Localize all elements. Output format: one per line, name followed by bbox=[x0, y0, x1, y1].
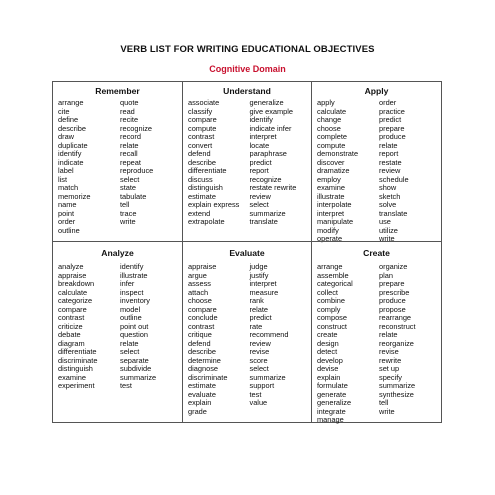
verb-item: predict bbox=[249, 157, 272, 167]
verb-item: differentiate bbox=[58, 347, 97, 356]
verb-item: describe bbox=[58, 123, 86, 133]
verb-item: summarize bbox=[379, 381, 416, 390]
verb-item: prepare bbox=[379, 279, 405, 288]
verb-item: compute bbox=[317, 140, 346, 150]
verb-item: relate bbox=[120, 140, 139, 150]
verb-item: tell bbox=[120, 200, 130, 209]
verb-item: manage bbox=[317, 415, 344, 424]
category-cell-evaluate bbox=[182, 241, 311, 422]
verb-item: model bbox=[120, 304, 141, 314]
verb-item: relate bbox=[120, 338, 139, 348]
verb-item: draw bbox=[58, 132, 75, 141]
verb-item: change bbox=[317, 115, 342, 124]
verb-item: dramatize bbox=[317, 166, 350, 175]
verb-item: summarize bbox=[249, 208, 286, 218]
verb-item: diagram bbox=[58, 338, 85, 348]
verb-item: arrange bbox=[317, 262, 343, 271]
verb-item: review bbox=[249, 191, 271, 201]
verb-item: argue bbox=[188, 270, 207, 280]
verb-item: generalize bbox=[317, 398, 352, 407]
verb-item: support bbox=[249, 381, 275, 390]
verb-item: identify bbox=[58, 149, 82, 158]
verb-item: review bbox=[249, 338, 271, 348]
verb-item: generate bbox=[317, 389, 347, 399]
verb-item: explain bbox=[317, 372, 341, 382]
category-header: Remember bbox=[95, 86, 140, 96]
verb-item: defend bbox=[188, 338, 211, 348]
verb-column bbox=[120, 263, 182, 391]
verb-item: analyze bbox=[58, 262, 84, 271]
category-header: Evaluate bbox=[229, 248, 265, 258]
verb-item: contrast bbox=[188, 132, 215, 141]
verb-item: determine bbox=[188, 355, 221, 365]
category-header: Analyze bbox=[101, 248, 134, 258]
verb-item: utilize bbox=[379, 225, 398, 235]
verb-item: select bbox=[249, 364, 269, 373]
verb-item: extrapolate bbox=[188, 217, 225, 226]
verb-item: demonstrate bbox=[317, 149, 359, 158]
verb-item: create bbox=[317, 330, 338, 339]
verb-item: order bbox=[58, 217, 76, 226]
verb-item: read bbox=[120, 106, 135, 116]
verb-column bbox=[188, 263, 250, 416]
verb-item: trace bbox=[120, 208, 137, 218]
verb-item: rank bbox=[249, 296, 264, 305]
verb-item: explain express bbox=[188, 200, 240, 209]
verb-item: infer bbox=[120, 279, 135, 288]
verb-item: value bbox=[249, 398, 268, 407]
verb-item: interpret bbox=[317, 208, 345, 218]
verb-column bbox=[250, 263, 312, 416]
verb-item: compare bbox=[58, 304, 87, 314]
verb-item: interpret bbox=[249, 279, 277, 288]
verb-item: evaluate bbox=[188, 389, 216, 399]
verb-item: rearrange bbox=[379, 313, 412, 322]
verb-item: estimate bbox=[188, 191, 216, 201]
verb-item: predict bbox=[249, 313, 272, 322]
verb-item: relate bbox=[249, 304, 268, 314]
verb-item: report bbox=[379, 149, 399, 158]
verb-item: examine bbox=[317, 183, 345, 192]
category-cell-analyze bbox=[53, 241, 182, 422]
verb-item: justify bbox=[249, 270, 269, 280]
verb-column bbox=[317, 99, 379, 244]
verb-item: criticize bbox=[58, 321, 83, 331]
verb-item: recognize bbox=[120, 123, 153, 133]
verb-item: locate bbox=[249, 140, 270, 150]
category-header: Understand bbox=[223, 86, 271, 96]
verb-item: give example bbox=[249, 106, 294, 116]
verb-item: assemble bbox=[317, 270, 349, 280]
verb-item: combine bbox=[317, 296, 345, 305]
verb-item: devise bbox=[317, 364, 339, 373]
verb-item: categorical bbox=[317, 279, 353, 288]
verb-table bbox=[52, 81, 442, 423]
verb-item: score bbox=[249, 355, 268, 365]
verb-item: explain bbox=[188, 398, 212, 407]
verb-item: detect bbox=[317, 347, 338, 356]
verb-item: debate bbox=[58, 330, 81, 339]
verb-item: comply bbox=[317, 304, 341, 314]
verb-item: reproduce bbox=[120, 166, 154, 175]
verb-item: identify bbox=[120, 262, 144, 271]
verb-item: match bbox=[58, 183, 79, 192]
verb-item: arrange bbox=[58, 98, 84, 107]
verb-item: appraise bbox=[58, 270, 87, 280]
verb-item: select bbox=[249, 200, 269, 209]
category-header: Apply bbox=[364, 86, 389, 96]
verb-item: subdivide bbox=[120, 364, 152, 373]
category-header: Create bbox=[363, 248, 390, 258]
verb-item: produce bbox=[379, 296, 406, 305]
verb-item: question bbox=[120, 330, 148, 339]
verb-item: set up bbox=[379, 364, 400, 373]
verb-item: recite bbox=[120, 115, 139, 124]
verb-item: contrast bbox=[188, 321, 215, 331]
verb-item: distinguish bbox=[188, 183, 223, 192]
verb-item: inventory bbox=[120, 296, 150, 305]
verb-item: summarize bbox=[120, 372, 157, 382]
verb-item: recall bbox=[120, 149, 138, 158]
verb-item: list bbox=[58, 174, 68, 184]
verb-item: discriminate bbox=[58, 355, 98, 365]
verb-item: classify bbox=[188, 106, 213, 116]
verb-item: categorize bbox=[58, 296, 93, 305]
verb-item: use bbox=[379, 217, 391, 226]
verb-item: estimate bbox=[188, 381, 216, 390]
verb-item: cite bbox=[58, 106, 70, 116]
verb-item: write bbox=[379, 406, 395, 416]
verb-item: assess bbox=[188, 279, 212, 288]
verb-item: restate bbox=[379, 157, 402, 167]
verb-item: integrate bbox=[317, 406, 346, 416]
verb-item: conclude bbox=[188, 313, 218, 322]
verb-item: outline bbox=[120, 313, 142, 322]
verb-item: point bbox=[58, 208, 75, 218]
verb-item: discover bbox=[317, 157, 345, 167]
verb-item: manipulate bbox=[317, 217, 354, 226]
verb-item: translate bbox=[379, 208, 408, 218]
verb-item: differentiate bbox=[188, 166, 227, 175]
verb-item: write bbox=[379, 234, 395, 243]
verb-item: restate rewrite bbox=[249, 183, 297, 192]
verb-item: calculate bbox=[58, 287, 88, 297]
verb-item: produce bbox=[379, 132, 406, 141]
verb-item: distinguish bbox=[58, 364, 93, 373]
verb-item: translate bbox=[249, 217, 278, 226]
verb-item: name bbox=[58, 200, 77, 209]
verb-item: extend bbox=[188, 208, 211, 218]
verb-column bbox=[58, 99, 120, 235]
verb-item: associate bbox=[188, 98, 220, 107]
verb-item: measure bbox=[249, 287, 279, 297]
verb-column bbox=[250, 99, 312, 227]
verb-item: employ bbox=[317, 174, 341, 184]
verb-item: modify bbox=[317, 225, 339, 235]
verb-item: write bbox=[120, 217, 136, 226]
verb-item: select bbox=[120, 174, 140, 184]
verb-column bbox=[317, 263, 379, 425]
verb-item: inspect bbox=[120, 287, 144, 297]
verb-item: propose bbox=[379, 304, 406, 314]
verb-item: test bbox=[120, 381, 132, 390]
verb-item: report bbox=[249, 166, 269, 175]
verb-item: contrast bbox=[58, 313, 85, 322]
verb-item: memorize bbox=[58, 191, 91, 201]
verb-item: relate bbox=[379, 140, 398, 150]
verb-item: describe bbox=[188, 157, 216, 167]
verb-item: compute bbox=[188, 123, 217, 133]
verb-item: state bbox=[120, 183, 137, 192]
verb-item: indicate infer bbox=[249, 123, 292, 133]
verb-item: rewrite bbox=[379, 355, 402, 365]
verb-item: interpret bbox=[249, 132, 277, 141]
verb-item: plan bbox=[379, 270, 393, 280]
verb-item: defend bbox=[188, 149, 211, 158]
verb-item: practice bbox=[379, 106, 405, 116]
verb-item: reconstruct bbox=[379, 321, 416, 331]
verb-item: sketch bbox=[379, 191, 401, 201]
verb-item: indicate bbox=[58, 157, 84, 167]
verb-item: choose bbox=[317, 123, 341, 133]
verb-item: illustrate bbox=[120, 270, 148, 280]
verb-item: outline bbox=[58, 225, 80, 235]
verb-column bbox=[58, 263, 120, 391]
verb-item: formulate bbox=[317, 381, 348, 390]
verb-item: prepare bbox=[379, 123, 405, 133]
verb-item: define bbox=[58, 115, 79, 124]
verb-item: recommend bbox=[249, 330, 289, 339]
verb-item: revise bbox=[379, 347, 399, 356]
verb-item: discriminate bbox=[188, 372, 228, 382]
verb-item: apply bbox=[317, 98, 335, 107]
verb-item: generalize bbox=[249, 98, 284, 107]
verb-item: select bbox=[120, 347, 140, 356]
category-cell-apply bbox=[311, 82, 441, 241]
verb-item: compare bbox=[188, 304, 217, 314]
verb-item: summarize bbox=[249, 372, 286, 382]
verb-item: grade bbox=[188, 406, 207, 416]
verb-item: relate bbox=[379, 330, 398, 339]
verb-item: revise bbox=[249, 347, 270, 356]
verb-item: rate bbox=[249, 321, 263, 331]
verb-item: duplicate bbox=[58, 140, 88, 150]
verb-item: tabulate bbox=[120, 191, 147, 201]
category-cell-create bbox=[311, 241, 441, 422]
verb-item: compose bbox=[317, 313, 347, 322]
verb-item: identify bbox=[249, 115, 273, 124]
verb-item: interpolate bbox=[317, 200, 352, 209]
verb-item: convert bbox=[188, 140, 213, 150]
verb-item: illustrate bbox=[317, 191, 345, 201]
verb-item: complete bbox=[317, 132, 347, 141]
verb-item: solve bbox=[379, 200, 397, 209]
verb-item: quote bbox=[120, 98, 139, 107]
verb-item: test bbox=[249, 389, 262, 399]
verb-item: breakdown bbox=[58, 279, 95, 288]
verb-column bbox=[379, 263, 441, 425]
verb-item: appraise bbox=[188, 262, 217, 271]
page-title: VERB LIST FOR WRITING EDUCATIONAL OBJECTIVES bbox=[120, 44, 375, 55]
verb-item: attach bbox=[188, 287, 209, 297]
verb-item: judge bbox=[249, 262, 268, 271]
verb-item: examine bbox=[58, 372, 86, 382]
verb-item: label bbox=[58, 166, 74, 175]
verb-item: organize bbox=[379, 262, 408, 271]
category-cell-remember bbox=[53, 82, 182, 241]
verb-column bbox=[188, 99, 250, 227]
verb-item: reorganize bbox=[379, 338, 414, 348]
verb-item: design bbox=[317, 338, 339, 348]
verb-item: construct bbox=[317, 321, 347, 331]
verb-item: point out bbox=[120, 321, 149, 331]
verb-item: discuss bbox=[188, 174, 213, 184]
verb-item: separate bbox=[120, 355, 149, 365]
verb-item: paraphrase bbox=[249, 149, 287, 158]
verb-item: repeat bbox=[120, 157, 141, 167]
verb-item: experiment bbox=[58, 381, 95, 390]
verb-item: predict bbox=[379, 115, 402, 124]
verb-item: calculate bbox=[317, 106, 347, 116]
verb-item: collect bbox=[317, 287, 338, 297]
verb-column bbox=[120, 99, 182, 235]
verb-item: describe bbox=[188, 347, 216, 356]
verb-item: critique bbox=[188, 330, 212, 339]
verb-item: synthesize bbox=[379, 389, 414, 399]
verb-item: order bbox=[379, 98, 397, 107]
category-cell-understand bbox=[182, 82, 311, 241]
verb-item: show bbox=[379, 183, 397, 192]
verb-item: choose bbox=[188, 296, 212, 305]
verb-item: specify bbox=[379, 372, 403, 382]
verb-item: operate bbox=[317, 234, 343, 243]
verb-item: tell bbox=[379, 398, 389, 407]
verb-item: develop bbox=[317, 355, 343, 365]
verb-item: prescribe bbox=[379, 287, 410, 297]
verb-item: record bbox=[120, 132, 141, 141]
verb-item: compare bbox=[188, 115, 217, 124]
page-subtitle: Cognitive Domain bbox=[209, 64, 286, 74]
verb-item: schedule bbox=[379, 174, 409, 184]
verb-column bbox=[379, 99, 441, 244]
verb-item: diagnose bbox=[188, 364, 218, 373]
verb-item: recognize bbox=[249, 174, 282, 184]
verb-item: review bbox=[379, 166, 401, 175]
